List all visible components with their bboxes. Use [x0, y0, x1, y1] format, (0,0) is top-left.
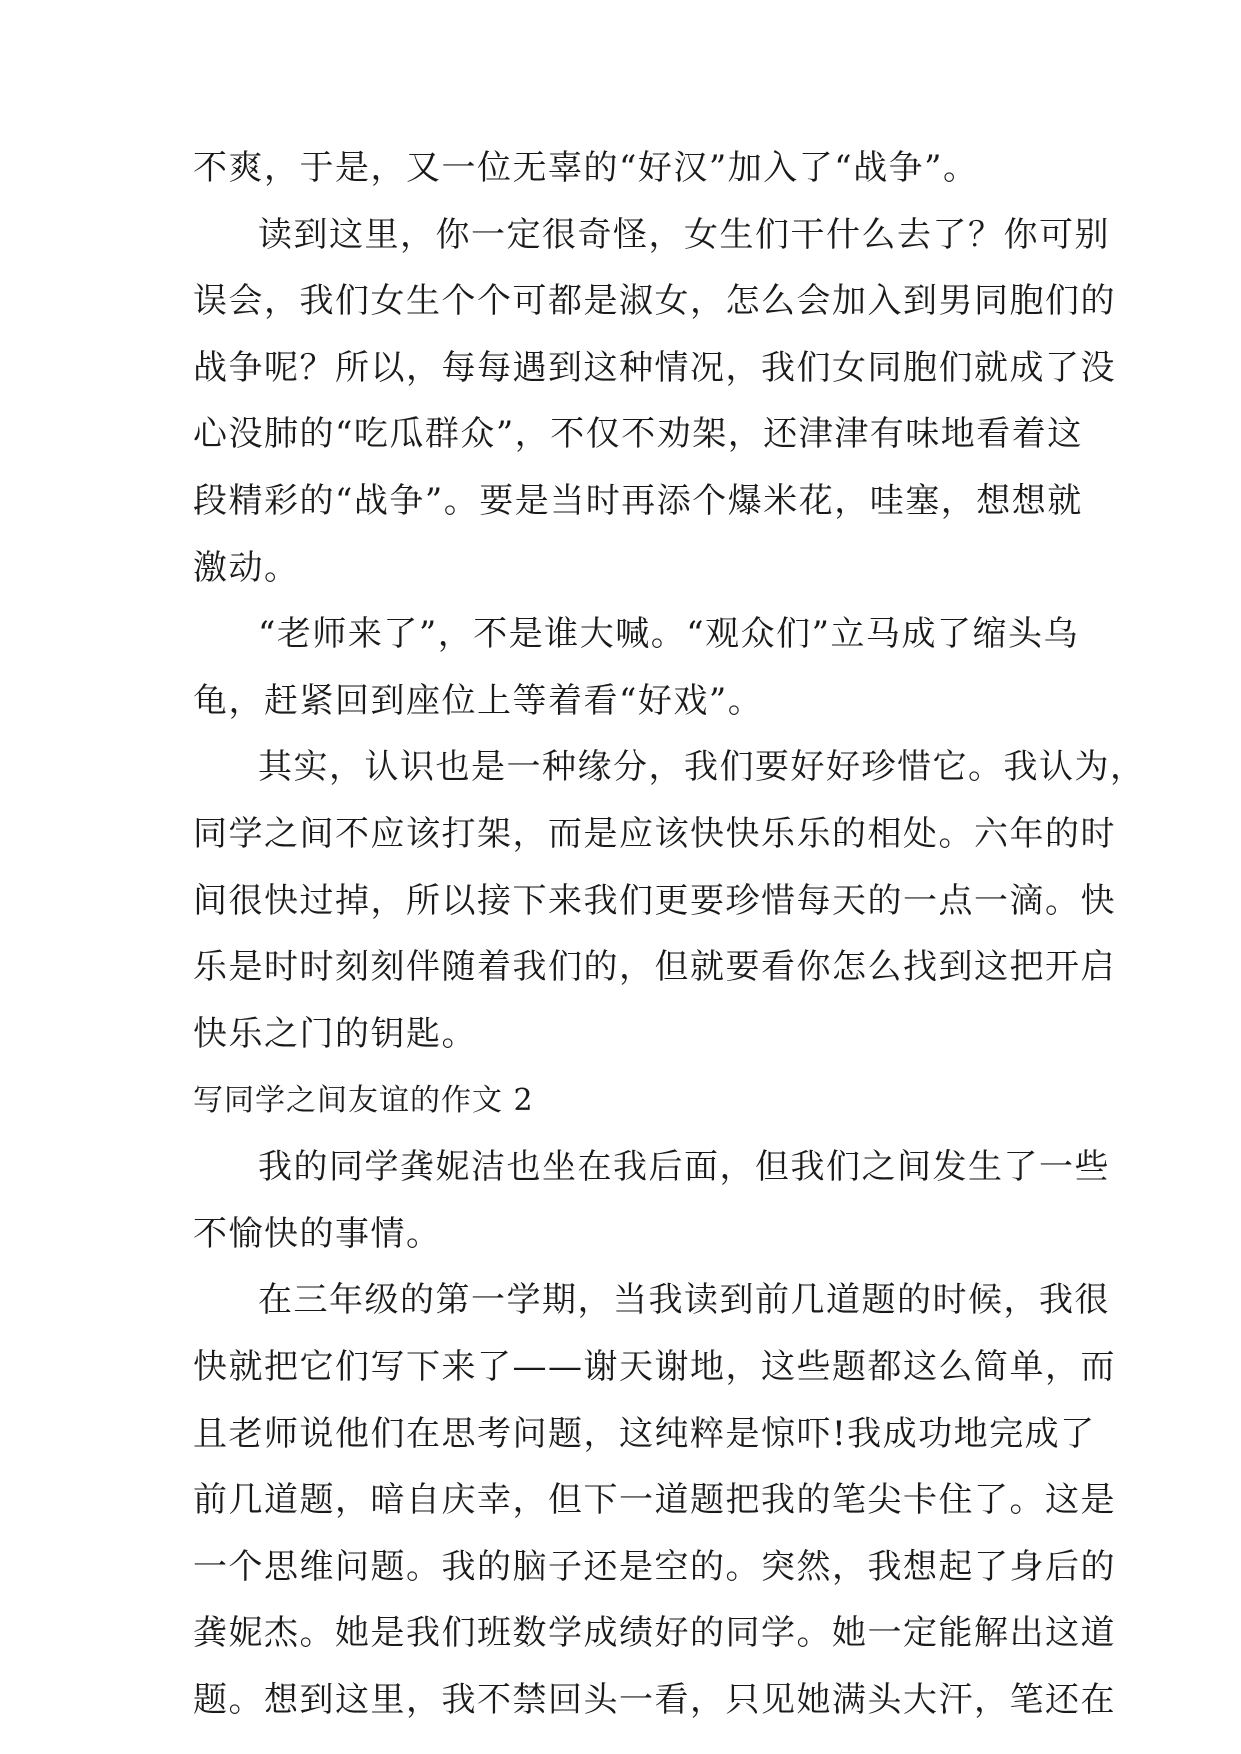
text-line: 其实，认识也是一种缘分，我们要好好珍惜它。我认为， — [258, 747, 1146, 787]
text-line: 不愉快的事情。 — [193, 1214, 442, 1254]
text-line: 间很快过掉，所以接下来我们更要珍惜每天的一点一滴。快 — [193, 881, 1116, 921]
text-line: 龟，赶紧回到座位上等着看“好戏”。 — [193, 681, 764, 721]
section-heading: 写同学之间友谊的作文 2 — [193, 1083, 534, 1118]
text-line: 同学之间不应该打架，而是应该快快乐乐的相处。六年的时 — [193, 814, 1116, 854]
text-line: 一个思维问题。我的脑子还是空的。突然，我想起了身后的 — [193, 1547, 1116, 1587]
text-line: 题。想到这里，我不禁回头一看，只见她满头大汗，笔还在 — [193, 1680, 1116, 1720]
text-line: 前几道题，暗自庆幸，但下一道题把我的笔尖卡住了。这是 — [193, 1480, 1116, 1520]
text-line: 且老师说他们在思考问题，这纯粹是惊吓!我成功地完成了 — [193, 1414, 1096, 1454]
text-line: 快乐之门的钥匙。 — [193, 1014, 477, 1054]
text-line: “老师来了”，不是谁大喊。“观众们”立马成了缩头乌 — [258, 614, 1080, 654]
text-line: 乐是时时刻刻伴随着我们的，但就要看你怎么找到这把开启 — [193, 947, 1116, 987]
text-line: 快就把它们写下来了——谢天谢地，这些题都这么简单，而 — [193, 1347, 1116, 1387]
text-line: 战争呢？所以，每每遇到这种情况，我们女同胞们就成了没 — [193, 348, 1116, 388]
text-line: 段精彩的“战争”。要是当时再添个爆米花，哇塞，想想就 — [193, 481, 1083, 521]
text-line: 龚妮杰。她是我们班数学成绩好的同学。她一定能解出这道 — [193, 1613, 1116, 1653]
text-line: 我的同学龚妮洁也坐在我后面，但我们之间发生了一些 — [258, 1147, 1110, 1187]
text-line: 不爽，于是，又一位无辜的“好汉”加入了“战争”。 — [193, 148, 979, 188]
text-line: 在三年级的第一学期，当我读到前几道题的时候，我很 — [258, 1280, 1110, 1320]
text-line: 激动。 — [193, 548, 300, 588]
text-line: 心没肺的“吃瓜群众”，不仅不劝架，还津津有味地看着这 — [193, 414, 1083, 454]
text-line: 读到这里，你一定很奇怪，女生们干什么去了？你可别 — [258, 215, 1110, 255]
text-line: 误会，我们女生个个可都是淑女，怎么会加入到男同胞们的 — [193, 281, 1116, 321]
